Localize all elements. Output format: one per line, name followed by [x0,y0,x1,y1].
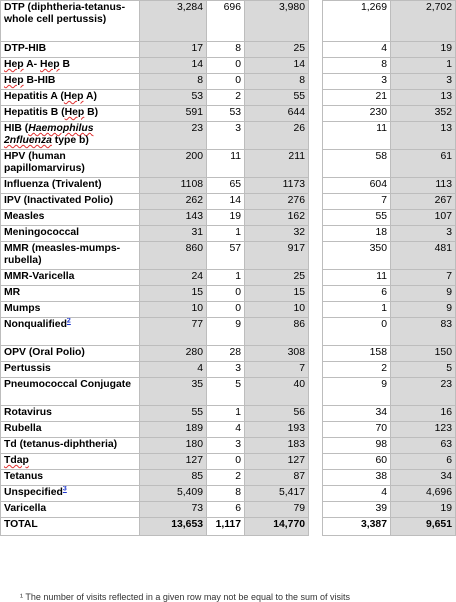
table-row [1,346,456,362]
value-cell: 591 [140,106,207,122]
value-cell: 13 [391,122,456,150]
value-cell: 3 [391,226,456,242]
table-row [1,378,456,406]
table-row [1,362,456,378]
value-cell: 23 [391,378,456,406]
value-cell: 14 [245,58,309,74]
value-cell: 5,409 [140,486,207,502]
table-row [1,194,456,210]
value-cell: 1,269 [323,1,391,42]
column-gap [309,42,323,58]
value-cell: 61 [391,150,456,178]
vaccine-name: Hepatitis A (Hep A) [1,90,140,106]
column-gap [309,470,323,486]
value-cell: 0 [207,302,245,318]
vaccine-name: MR [1,286,140,302]
value-cell: 9 [323,378,391,406]
value-cell: 3 [207,362,245,378]
vaccine-name: Pneumococcal Conjugate [1,378,140,406]
vaccine-name: Hepatitis B (Hep B) [1,106,140,122]
value-cell: 53 [207,106,245,122]
value-cell: 17 [140,42,207,58]
column-gap [309,270,323,286]
total-label: TOTAL [1,518,140,536]
value-cell: 4 [207,422,245,438]
value-cell: 1 [323,302,391,318]
vaccine-name: Tetanus [1,470,140,486]
column-gap [309,194,323,210]
vaccine-name: DTP (diphtheria-tetanus-whole cell pertussis) [1,1,140,42]
value-cell: 3,980 [245,1,309,42]
value-cell: 1 [207,406,245,422]
table-row [1,74,456,90]
vaccine-name: Rubella [1,422,140,438]
value-cell: 87 [245,470,309,486]
value-cell: 34 [391,470,456,486]
table-row [1,58,456,74]
value-cell: 2 [207,470,245,486]
value-cell: 8 [245,74,309,90]
column-gap [309,438,323,454]
value-cell: 3,387 [323,518,391,536]
value-cell: 352 [391,106,456,122]
vaccine-name: HIB (Haemophilus 2nfluenza type b) [1,122,140,150]
footnote: ¹ The number of visits reflected in a given row may not be equal to the sum of visits [20,592,350,602]
value-cell: 73 [140,502,207,518]
value-cell: 158 [323,346,391,362]
footnote-ref: 2 [66,317,71,325]
value-cell: 107 [391,210,456,226]
vaccine-name: Pertussis [1,362,140,378]
value-cell: 14 [207,194,245,210]
vaccine-name: DTP-HIB [1,42,140,58]
value-cell: 211 [245,150,309,178]
value-cell: 31 [140,226,207,242]
vaccine-name: Mumps [1,302,140,318]
value-cell: 7 [391,270,456,286]
value-cell: 58 [323,150,391,178]
value-cell: 40 [245,378,309,406]
value-cell: 0 [207,58,245,74]
column-gap [309,242,323,270]
column-gap [309,178,323,194]
table-row [1,302,456,318]
table-row [1,42,456,58]
value-cell: 11 [323,122,391,150]
column-gap [309,210,323,226]
value-cell: 696 [207,1,245,42]
column-gap [309,286,323,302]
value-cell: 4 [323,42,391,58]
value-cell: 3 [207,122,245,150]
value-cell: 1 [207,226,245,242]
value-cell: 7 [245,362,309,378]
value-cell: 189 [140,422,207,438]
column-gap [309,106,323,122]
value-cell: 10 [245,302,309,318]
column-gap [309,378,323,406]
value-cell: 8 [207,42,245,58]
value-cell: 180 [140,438,207,454]
value-cell: 55 [245,90,309,106]
value-cell: 8 [140,74,207,90]
value-cell: 8 [207,486,245,502]
value-cell: 7 [323,194,391,210]
value-cell: 35 [140,378,207,406]
value-cell: 280 [140,346,207,362]
value-cell: 5 [391,362,456,378]
value-cell: 15 [245,286,309,302]
vaccine-name: Measles [1,210,140,226]
vaccine-name: IPV (Inactivated Polio) [1,194,140,210]
value-cell: 1108 [140,178,207,194]
vaccine-name: Rotavirus [1,406,140,422]
column-gap [309,74,323,90]
table-row [1,106,456,122]
vaccine-name: Varicella [1,502,140,518]
value-cell: 70 [323,422,391,438]
table-row [1,270,456,286]
vaccine-name: Nonqualified$^2$ [1,318,140,346]
value-cell: 19 [207,210,245,226]
value-cell: 77 [140,318,207,346]
value-cell: 6 [207,502,245,518]
value-cell: 183 [245,438,309,454]
value-cell: 53 [140,90,207,106]
vaccine-name: MMR-Varicella [1,270,140,286]
column-gap [309,406,323,422]
value-cell: 15 [140,286,207,302]
value-cell: 481 [391,242,456,270]
vaccine-name: Td (tetanus-diphtheria) [1,438,140,454]
value-cell: 19 [391,502,456,518]
value-cell: 26 [245,122,309,150]
value-cell: 193 [245,422,309,438]
value-cell: 1 [207,270,245,286]
value-cell: 3,284 [140,1,207,42]
table-row [1,406,456,422]
value-cell: 39 [323,502,391,518]
value-cell: 162 [245,210,309,226]
table-body [1,1,456,536]
value-cell: 5,417 [245,486,309,502]
column-gap [309,90,323,106]
value-cell: 65 [207,178,245,194]
vaccine-name: Unspecified$^3$ [1,486,140,502]
value-cell: 4,696 [391,486,456,502]
value-cell: 123 [391,422,456,438]
value-cell: 13 [391,90,456,106]
value-cell: 0 [207,286,245,302]
value-cell: 0 [207,454,245,470]
value-cell: 98 [323,438,391,454]
value-cell: 276 [245,194,309,210]
value-cell: 57 [207,242,245,270]
vaccine-name: MMR (measles-mumps-rubella) [1,242,140,270]
value-cell: 917 [245,242,309,270]
value-cell: 14,770 [245,518,309,536]
value-cell: 9 [391,302,456,318]
value-cell: 14 [140,58,207,74]
column-gap [309,318,323,346]
value-cell: 63 [391,438,456,454]
table-row [1,286,456,302]
table-row [1,90,456,106]
value-cell: 262 [140,194,207,210]
value-cell: 3 [207,438,245,454]
table-row [1,486,456,502]
value-cell: 113 [391,178,456,194]
value-cell: 0 [323,318,391,346]
value-cell: 4 [140,362,207,378]
value-cell: 83 [391,318,456,346]
value-cell: 55 [323,210,391,226]
value-cell: 11 [207,150,245,178]
table-row [1,122,456,150]
value-cell: 2,702 [391,1,456,42]
value-cell: 38 [323,470,391,486]
value-cell: 60 [323,454,391,470]
table-row [1,438,456,454]
value-cell: 16 [391,406,456,422]
vaccine-name: Meningococcal [1,226,140,242]
column-gap [309,454,323,470]
table-row [1,150,456,178]
value-cell: 1,117 [207,518,245,536]
value-cell: 79 [245,502,309,518]
value-cell: 5 [207,378,245,406]
column-gap [309,346,323,362]
value-cell: 6 [391,454,456,470]
value-cell: 86 [245,318,309,346]
value-cell: 18 [323,226,391,242]
vaccine-name: Influenza (Trivalent) [1,178,140,194]
value-cell: 308 [245,346,309,362]
table-row [1,454,456,470]
value-cell: 1 [391,58,456,74]
table-row [1,422,456,438]
value-cell: 3 [323,74,391,90]
table-row [1,318,456,346]
vaccine-name: OPV (Oral Polio) [1,346,140,362]
vaccine-name: Hep A- Hep B [1,58,140,74]
footnote-ref: 3 [62,485,67,493]
value-cell: 3 [391,74,456,90]
value-cell: 24 [140,270,207,286]
value-cell: 604 [323,178,391,194]
value-cell: 860 [140,242,207,270]
value-cell: 1173 [245,178,309,194]
value-cell: 0 [207,74,245,90]
value-cell: 9 [207,318,245,346]
value-cell: 11 [323,270,391,286]
value-cell: 267 [391,194,456,210]
value-cell: 4 [323,486,391,502]
value-cell: 200 [140,150,207,178]
value-cell: 21 [323,90,391,106]
table-row [1,1,456,42]
value-cell: 127 [245,454,309,470]
value-cell: 143 [140,210,207,226]
table-row [1,242,456,270]
value-cell: 2 [323,362,391,378]
column-gap [309,518,323,536]
column-gap [309,302,323,318]
value-cell: 350 [323,242,391,270]
value-cell: 25 [245,270,309,286]
value-cell: 34 [323,406,391,422]
vaccine-name: HPV (human papillomarvirus) [1,150,140,178]
value-cell: 9,651 [391,518,456,536]
column-gap [309,1,323,42]
value-cell: 230 [323,106,391,122]
value-cell: 8 [323,58,391,74]
table-row [1,178,456,194]
value-cell: 150 [391,346,456,362]
value-cell: 10 [140,302,207,318]
table-row [1,502,456,518]
value-cell: 25 [245,42,309,58]
value-cell: 32 [245,226,309,242]
value-cell: 85 [140,470,207,486]
value-cell: 28 [207,346,245,362]
table-row [1,470,456,486]
value-cell: 19 [391,42,456,58]
column-gap [309,362,323,378]
vaccine-name: Hep B-HIB [1,74,140,90]
column-gap [309,122,323,150]
value-cell: 23 [140,122,207,150]
column-gap [309,422,323,438]
column-gap [309,150,323,178]
total-row [1,518,456,536]
value-cell: 6 [323,286,391,302]
value-cell: 55 [140,406,207,422]
table-row [1,226,456,242]
column-gap [309,502,323,518]
value-cell: 13,653 [140,518,207,536]
column-gap [309,226,323,242]
value-cell: 9 [391,286,456,302]
table-row [1,210,456,226]
value-cell: 2 [207,90,245,106]
column-gap [309,58,323,74]
column-gap [309,486,323,502]
value-cell: 644 [245,106,309,122]
vaccine-name: Tdap [1,454,140,470]
value-cell: 56 [245,406,309,422]
value-cell: 127 [140,454,207,470]
